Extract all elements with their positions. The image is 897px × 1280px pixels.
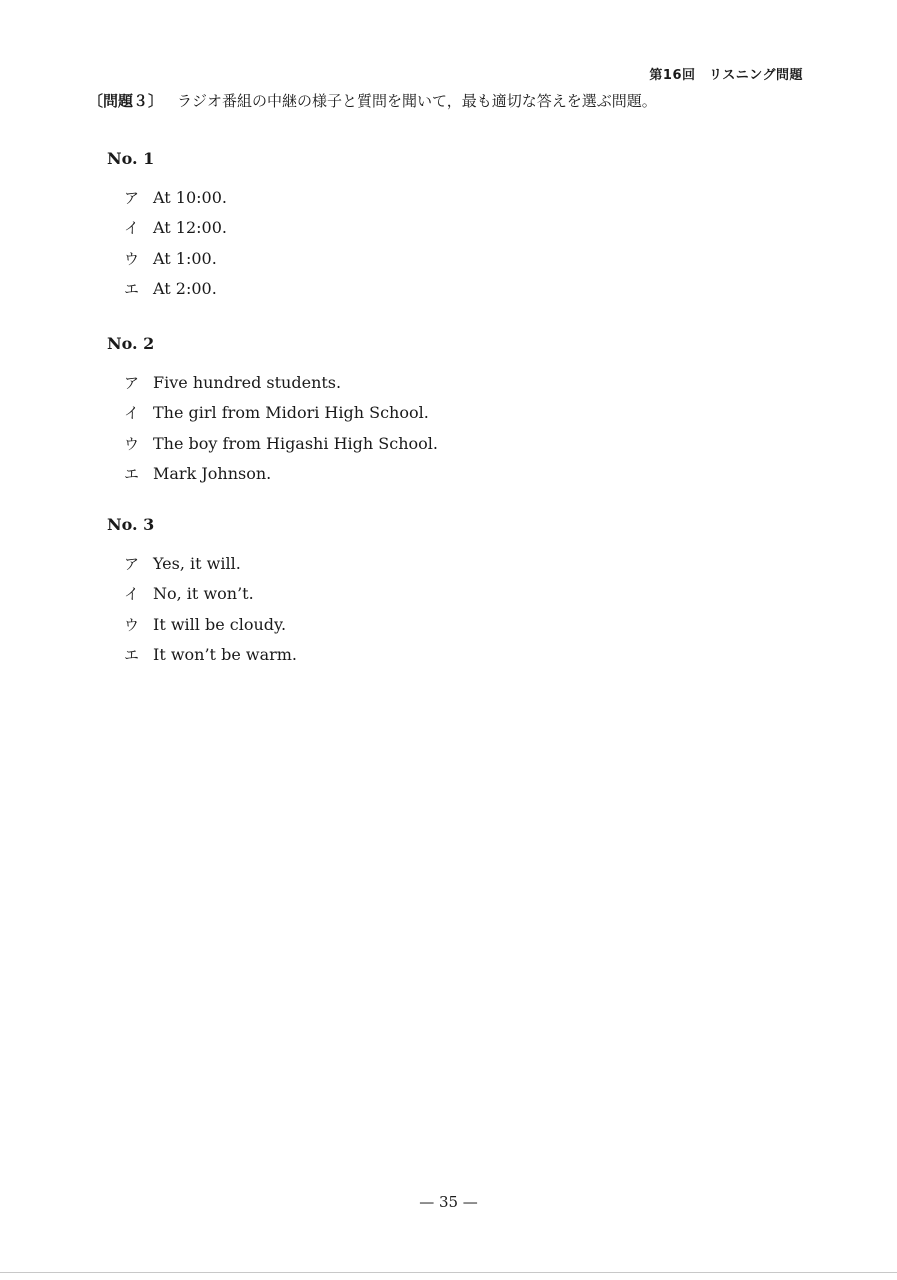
choice-item	[124, 274, 227, 305]
choice-item	[124, 579, 297, 610]
page-number: — 35 —	[419, 1193, 478, 1211]
choice-mark: ウ	[124, 434, 140, 453]
instruction-text: ラジオ番組の中継の様子と質問を聞いて，最も適切な答えを選ぶ問題。	[177, 92, 657, 110]
question-2	[107, 335, 438, 489]
choice-mark: イ	[124, 585, 140, 604]
choice-item	[124, 243, 227, 274]
choice-item	[124, 548, 297, 579]
choice-mark: ア	[124, 188, 140, 207]
choice-mark: ア	[124, 373, 140, 392]
choice-mark: エ	[124, 280, 140, 299]
choice-item	[124, 640, 297, 671]
choice-text: Five hundred students.	[153, 372, 342, 392]
choice-text: The girl from Midori High School.	[153, 403, 429, 423]
choice-mark: ウ	[124, 249, 140, 268]
choice-item	[124, 398, 438, 429]
choice-mark: イ	[124, 404, 140, 423]
choice-text: At 1:00.	[153, 248, 217, 268]
choice-mark: ウ	[124, 615, 140, 634]
choice-text: It won’t be warm.	[153, 645, 298, 665]
question-number: No. 1	[107, 149, 155, 168]
choice-list	[107, 367, 438, 489]
choice-mark: イ	[124, 219, 140, 238]
choice-item	[124, 213, 227, 244]
bottom-rule	[0, 1272, 897, 1273]
choice-mark: ア	[124, 554, 140, 573]
choice-list	[107, 182, 227, 304]
running-header: 第16回 リスニング問題	[649, 68, 803, 83]
choice-text: At 12:00.	[153, 218, 227, 238]
choice-text: No, it won’t.	[153, 584, 254, 604]
problem-instruction	[88, 90, 657, 111]
choice-text: Mark Johnson.	[153, 464, 272, 484]
problem-label: 〔問題３〕	[88, 92, 164, 110]
choice-text: The boy from Higashi High School.	[153, 433, 438, 453]
question-1	[107, 150, 227, 304]
question-number: No. 3	[107, 515, 155, 534]
choice-item	[124, 609, 297, 640]
choice-text: At 10:00.	[153, 187, 227, 207]
question-3	[107, 516, 297, 670]
choice-item	[124, 367, 438, 398]
choice-item	[124, 428, 438, 459]
choice-text: It will be cloudy.	[153, 614, 287, 634]
choice-mark: エ	[124, 646, 140, 665]
choice-text: Yes, it will.	[153, 553, 241, 573]
choice-text: At 2:00.	[153, 279, 217, 299]
question-number: No. 2	[107, 334, 155, 353]
choice-item	[124, 182, 227, 213]
choice-list	[107, 548, 297, 670]
choice-item	[124, 459, 438, 490]
choice-mark: エ	[124, 465, 140, 484]
